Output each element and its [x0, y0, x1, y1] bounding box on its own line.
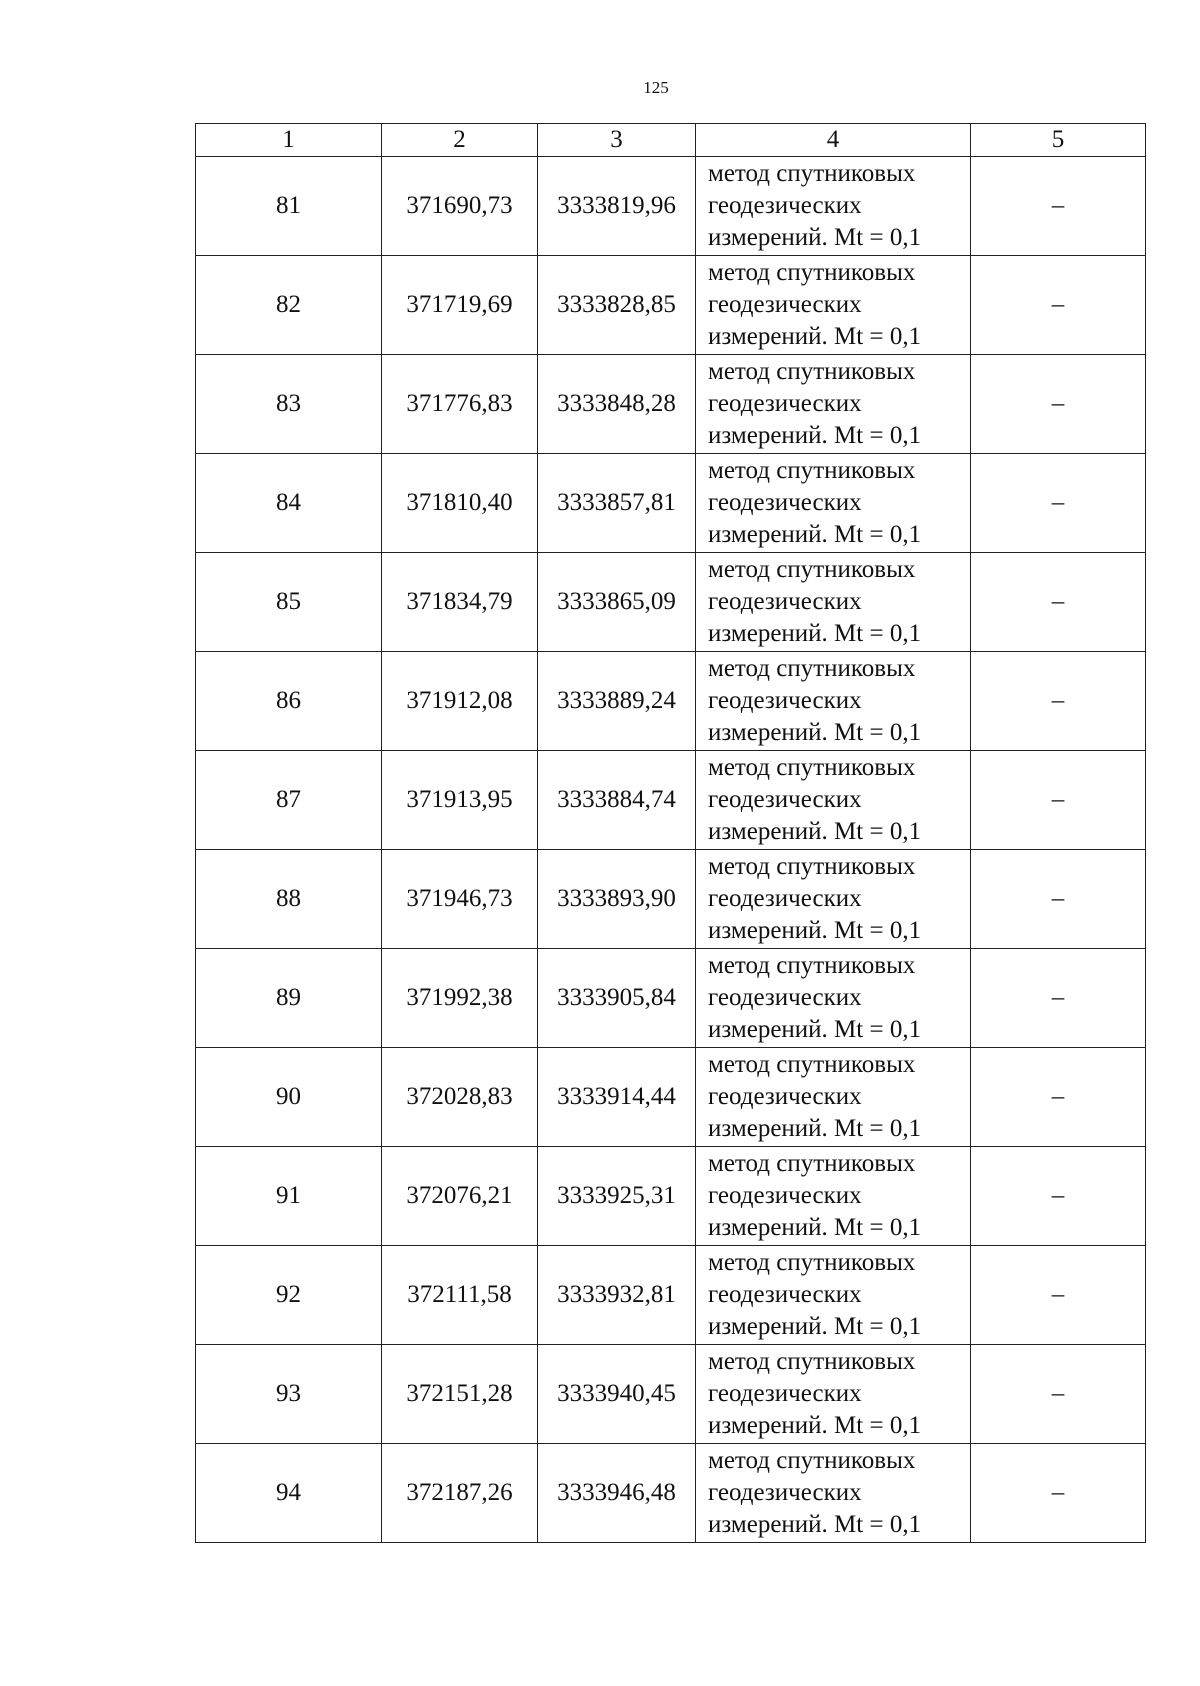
method-text-line: метод спутниковых	[708, 1150, 916, 1177]
point-number-cell: 89	[196, 949, 382, 1048]
method-cell	[696, 652, 971, 751]
point-number-cell: 82	[196, 256, 382, 355]
y-coordinate-cell: 3333884,74	[538, 751, 696, 850]
header-row	[196, 124, 1146, 157]
column-header: 3	[538, 124, 696, 157]
method-text-line: измерений. Mt = 0,1	[708, 1214, 922, 1241]
method-cell	[696, 157, 971, 256]
note-cell: –	[971, 652, 1146, 751]
method-cell	[696, 1048, 971, 1147]
y-coordinate-cell: 3333848,28	[538, 355, 696, 454]
y-coordinate-cell: 3333914,44	[538, 1048, 696, 1147]
method-cell	[696, 454, 971, 553]
note-cell: –	[971, 454, 1146, 553]
method-text-line: метод спутниковых	[708, 853, 916, 880]
note-cell: –	[971, 1147, 1146, 1246]
method-text-line: геодезических	[708, 489, 862, 516]
y-coordinate-cell: 3333940,45	[538, 1345, 696, 1444]
method-cell	[696, 751, 971, 850]
x-coordinate-cell: 371719,69	[382, 256, 538, 355]
y-coordinate-cell: 3333925,31	[538, 1147, 696, 1246]
x-coordinate-cell: 371776,83	[382, 355, 538, 454]
method-cell	[696, 1246, 971, 1345]
point-number-cell: 88	[196, 850, 382, 949]
x-coordinate-cell: 372076,21	[382, 1147, 538, 1246]
y-coordinate-cell: 3333865,09	[538, 553, 696, 652]
x-coordinate-cell: 371810,40	[382, 454, 538, 553]
note-cell: –	[971, 850, 1146, 949]
method-cell	[696, 553, 971, 652]
method-cell	[696, 949, 971, 1048]
point-number-cell: 87	[196, 751, 382, 850]
method-text-line: геодезических	[708, 291, 862, 318]
note-cell: –	[971, 256, 1146, 355]
method-text-line: измерений. Mt = 0,1	[708, 1511, 922, 1538]
method-text-line: метод спутниковых	[708, 754, 916, 781]
method-text-line: метод спутниковых	[708, 1249, 916, 1276]
note-cell: –	[971, 1345, 1146, 1444]
method-text-line: метод спутниковых	[708, 358, 916, 385]
y-coordinate-cell: 3333819,96	[538, 157, 696, 256]
table-row	[196, 1345, 1146, 1444]
x-coordinate-cell: 371690,73	[382, 157, 538, 256]
method-cell	[696, 355, 971, 454]
table-row	[196, 1048, 1146, 1147]
note-cell: –	[971, 949, 1146, 1048]
method-text-line: геодезических	[708, 1380, 862, 1407]
method-text-line: измерений. Mt = 0,1	[708, 620, 922, 647]
x-coordinate-cell: 372028,83	[382, 1048, 538, 1147]
method-text-line: измерений. Mt = 0,1	[708, 917, 922, 944]
column-header: 1	[196, 124, 382, 157]
method-text-line: измерений. Mt = 0,1	[708, 818, 922, 845]
table-row	[196, 355, 1146, 454]
method-cell	[696, 850, 971, 949]
x-coordinate-cell: 372111,58	[382, 1246, 538, 1345]
method-cell	[696, 1444, 971, 1543]
method-text-line: метод спутниковых	[708, 952, 916, 979]
note-cell: –	[971, 553, 1146, 652]
table-row	[196, 256, 1146, 355]
table-row	[196, 751, 1146, 850]
y-coordinate-cell: 3333932,81	[538, 1246, 696, 1345]
y-coordinate-cell: 3333893,90	[538, 850, 696, 949]
method-text-line: геодезических	[708, 1182, 862, 1209]
method-text-line: геодезических	[708, 984, 862, 1011]
point-number-cell: 90	[196, 1048, 382, 1147]
point-number-cell: 91	[196, 1147, 382, 1246]
method-text-line: геодезических	[708, 1083, 862, 1110]
method-text-line: геодезических	[708, 687, 862, 714]
y-coordinate-cell: 3333889,24	[538, 652, 696, 751]
method-text-line: измерений. Mt = 0,1	[708, 1412, 922, 1439]
method-text-line: измерений. Mt = 0,1	[708, 1016, 922, 1043]
x-coordinate-cell: 371913,95	[382, 751, 538, 850]
y-coordinate-cell: 3333828,85	[538, 256, 696, 355]
method-text-line: измерений. Mt = 0,1	[708, 521, 922, 548]
method-cell	[696, 256, 971, 355]
point-number-cell: 94	[196, 1444, 382, 1543]
note-cell: –	[971, 1048, 1146, 1147]
point-number-cell: 85	[196, 553, 382, 652]
method-text-line: геодезических	[708, 390, 862, 417]
method-text-line: метод спутниковых	[708, 1348, 916, 1375]
method-text-line: измерений. Mt = 0,1	[708, 719, 922, 746]
column-header: 4	[696, 124, 971, 157]
method-text-line: метод спутниковых	[708, 160, 916, 187]
method-text-line: геодезических	[708, 588, 862, 615]
method-text-line: метод спутниковых	[708, 1447, 916, 1474]
column-header: 5	[971, 124, 1146, 157]
table-row	[196, 1147, 1146, 1246]
method-text-line: геодезических	[708, 1281, 862, 1308]
point-number-cell: 81	[196, 157, 382, 256]
y-coordinate-cell: 3333946,48	[538, 1444, 696, 1543]
point-number-cell: 93	[196, 1345, 382, 1444]
method-text-line: метод спутниковых	[708, 457, 916, 484]
x-coordinate-cell: 372187,26	[382, 1444, 538, 1543]
coordinates-table	[195, 123, 1146, 1543]
point-number-cell: 92	[196, 1246, 382, 1345]
method-text-line: метод спутниковых	[708, 655, 916, 682]
method-text-line: измерений. Mt = 0,1	[708, 224, 922, 251]
method-text-line: измерений. Mt = 0,1	[708, 1313, 922, 1340]
note-cell: –	[971, 751, 1146, 850]
method-cell	[696, 1147, 971, 1246]
note-cell: –	[971, 1246, 1146, 1345]
table-row	[196, 1444, 1146, 1543]
x-coordinate-cell: 372151,28	[382, 1345, 538, 1444]
method-text-line: измерений. Mt = 0,1	[708, 1115, 922, 1142]
table-row	[196, 652, 1146, 751]
y-coordinate-cell: 3333905,84	[538, 949, 696, 1048]
x-coordinate-cell: 371946,73	[382, 850, 538, 949]
table-row	[196, 553, 1146, 652]
method-text-line: геодезических	[708, 786, 862, 813]
method-text-line: геодезических	[708, 192, 862, 219]
table-row	[196, 949, 1146, 1048]
note-cell: –	[971, 157, 1146, 256]
x-coordinate-cell: 371992,38	[382, 949, 538, 1048]
table-row	[196, 157, 1146, 256]
note-cell: –	[971, 355, 1146, 454]
table-row	[196, 454, 1146, 553]
table-row	[196, 1246, 1146, 1345]
method-cell	[696, 1345, 971, 1444]
x-coordinate-cell: 371912,08	[382, 652, 538, 751]
x-coordinate-cell: 371834,79	[382, 553, 538, 652]
method-text-line: геодезических	[708, 885, 862, 912]
point-number-cell: 84	[196, 454, 382, 553]
table-row	[196, 850, 1146, 949]
table-body	[196, 157, 1146, 1543]
point-number-cell: 83	[196, 355, 382, 454]
method-text-line: метод спутниковых	[708, 556, 916, 583]
point-number-cell: 86	[196, 652, 382, 751]
method-text-line: метод спутниковых	[708, 1051, 916, 1078]
note-cell: –	[971, 1444, 1146, 1543]
method-text-line: метод спутниковых	[708, 259, 916, 286]
column-header: 2	[382, 124, 538, 157]
page-number: 125	[643, 78, 669, 97]
method-text-line: измерений. Mt = 0,1	[708, 422, 922, 449]
y-coordinate-cell: 3333857,81	[538, 454, 696, 553]
method-text-line: геодезических	[708, 1479, 862, 1506]
method-text-line: измерений. Mt = 0,1	[708, 323, 922, 350]
